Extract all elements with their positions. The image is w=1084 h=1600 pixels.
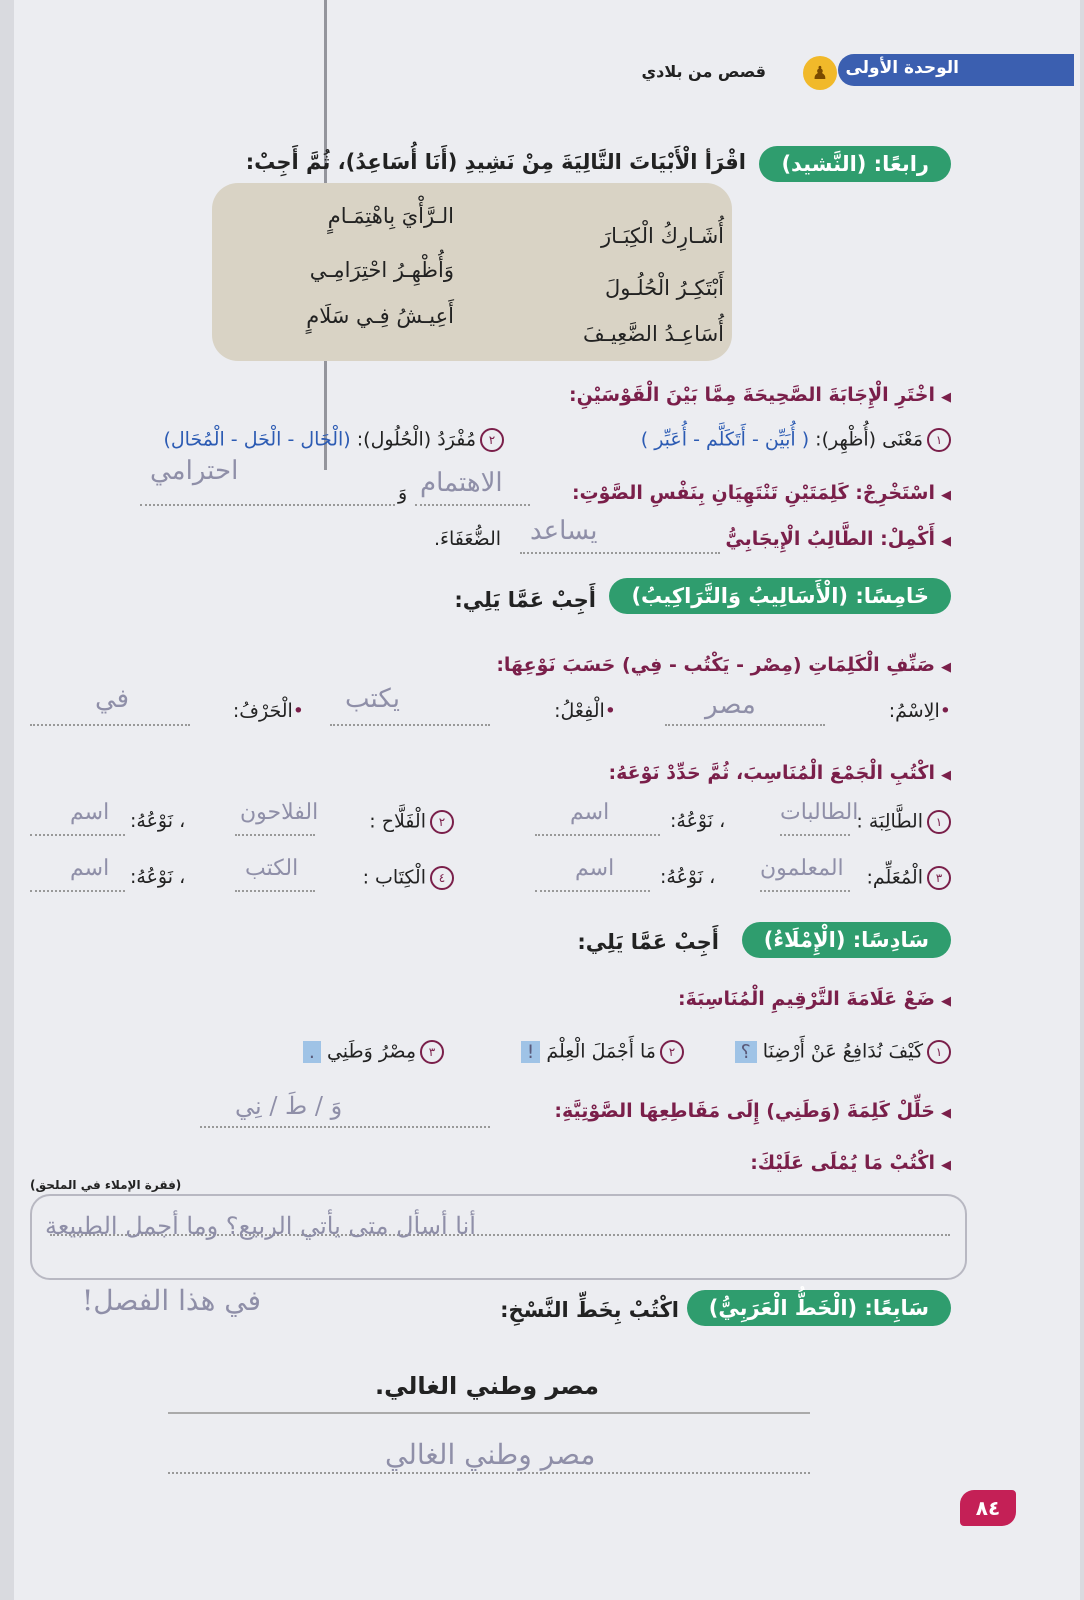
plural-1-type-line[interactable]	[535, 834, 660, 836]
unit-label: الوحدة الأولى	[845, 58, 959, 78]
unit-title: قصص من بلادي	[641, 62, 766, 81]
q-choose: ◀اخْتَرِ الْإِجَابَةَ الصَّحِيحَةَ مِمَّا بَيْنَ الْقَوْسَيْنِ:	[568, 384, 951, 406]
triangle-bullet-icon: ◀	[941, 1106, 951, 1121]
choose-q2-options: (الْحَال - الْحَل - الْمُحَال)	[163, 428, 351, 451]
verse-2-a: أَبْتَكِـرُ الْحُلُـولَ	[604, 276, 724, 300]
plural-item-1: ١الطَّالِبَة :	[856, 810, 951, 834]
verb-answer-line[interactable]	[330, 724, 490, 726]
complete-end: الضُّعَفَاءَ.	[434, 528, 502, 550]
dictation-note: (فقرة الإملاء في الملحق)	[30, 1178, 182, 1192]
noun-label: •الِاسْمُ:	[888, 700, 951, 722]
choose-q1-options: ( أُبَيِّن - أَتَكَلَّم - أُعَبِّر )	[640, 428, 810, 451]
verse-1-b: الـرَّأْيَ بِاهْتِمَـامٍ	[327, 204, 454, 228]
hw-plural-3: المعلمون	[760, 856, 844, 881]
verse-3-b: أَعِيـشُ فِـي سَلَامٍ	[306, 304, 454, 328]
hw-letter: في	[95, 684, 130, 714]
hw-plural-4: الكتب	[245, 856, 299, 881]
plural-2-type-label: ، نَوْعُهُ:	[130, 810, 186, 832]
hw-type-1: اسم	[570, 800, 610, 825]
q-classify: ◀صَنِّفِ الْكَلِمَاتِ (مِصْر - يَكْتُب - فِي) حَسَبَ نَوْعِهَا:	[496, 654, 951, 676]
plural-2-type-line[interactable]	[30, 834, 125, 836]
extract-answer-line-2[interactable]	[140, 504, 395, 506]
punct-answer-2[interactable]: !	[521, 1041, 541, 1063]
triangle-bullet-icon: ◀	[941, 994, 951, 1009]
punct-answer-3[interactable]: .	[303, 1041, 321, 1063]
punct-item-1: ١كَيْفَ نُدَافِعُ عَنْ أَرْضِنَا ؟	[735, 1040, 951, 1064]
section-7-instruction: اكْتُبْ بِخَطِّ النَّسْخِ:	[500, 1298, 679, 1322]
complete-answer-line[interactable]	[520, 552, 720, 554]
section-5-pill: خَامِسًا: (الْأَسَالِيبُ وَالتَّرَاكِيبُ)	[609, 578, 951, 614]
plural-4-type-line[interactable]	[30, 890, 125, 892]
choose-q2: ٢مُفْرَدُ (الْحُلُول): (الْحَال - الْحَل - الْمُحَال)	[163, 428, 504, 452]
triangle-bullet-icon: ◀	[941, 768, 951, 783]
plural-1-answer-line[interactable]	[780, 834, 850, 836]
extract-answer-line-1[interactable]	[415, 504, 530, 506]
hw-type-2: اسم	[70, 800, 110, 825]
section-7-pill: سَابِعًا: (الْخَطُّ الْعَرَبِيُّ)	[687, 1290, 951, 1326]
number-two-icon: ٢	[480, 428, 504, 452]
triangle-bullet-icon: ◀	[941, 534, 951, 549]
plural-3-type-label: ، نَوْعُهُ:	[660, 866, 716, 888]
section-4-pill: رابعًا: (النَّشيد)	[759, 146, 951, 182]
hw-noun: مصر	[705, 690, 756, 720]
syllables-answer-line[interactable]	[200, 1126, 490, 1128]
noun-answer-line[interactable]	[665, 724, 825, 726]
hw-copy: مصر وطني الغالي	[385, 1438, 596, 1471]
plural-item-4: ٤الْكِتَاب :	[363, 866, 454, 890]
hw-verb: يكتب	[345, 684, 400, 714]
hw-type-3: اسم	[575, 856, 615, 881]
section-6-instruction: أَجِبْ عَمَّا يَلِي:	[577, 930, 719, 954]
verb-label: •الْفِعْلُ:	[554, 700, 616, 722]
plural-item-3: ٣الْمُعَلِّم:	[866, 866, 951, 890]
extract-and: وَ	[398, 482, 408, 504]
verse-2-b: وَأُظْهِـرُ احْتِرَامِـي	[309, 258, 454, 282]
verse-1-a: أُشَـارِكُ الْكِبَـارَ	[601, 224, 724, 248]
plural-1-type-label: ، نَوْعُهُ:	[670, 810, 726, 832]
q-plural: ◀اكْتُبِ الْجَمْعَ الْمُنَاسِبَ، ثُمَّ حَدِّدْ نَوْعَهُ:	[608, 762, 951, 784]
triangle-bullet-icon: ◀	[941, 488, 951, 503]
section-6-pill: سَادِسًا: (الْإِمْلَاءُ)	[742, 922, 951, 958]
number-one-icon: ١	[927, 428, 951, 452]
q-analyze: ◀حَلِّلْ كَلِمَةَ (وَطَنِي) إِلَى مَقَاطِعِهَا الصَّوْتِيَّةِ:	[554, 1100, 951, 1122]
plural-3-answer-line[interactable]	[760, 890, 850, 892]
plural-4-type-label: ، نَوْعُهُ:	[130, 866, 186, 888]
section-5-instruction: أَجِبْ عَمَّا يَلِي:	[454, 588, 596, 612]
plural-3-type-line[interactable]	[535, 890, 650, 892]
choose-q1: ١مَعْنَى (أُظْهِر): ( أُبَيِّن - أَتَكَلَّم - أُعَبِّر )	[641, 428, 951, 452]
verse-3-a: أُسَاعِـدُ الضَّعِيـفَ	[582, 322, 724, 346]
triangle-bullet-icon: ◀	[941, 390, 951, 405]
q-complete: ◀أَكْمِلْ: الطَّالِبُ الْإِيجَابِيُّ	[725, 528, 951, 550]
model-sentence: مصر وطني الغالي.	[375, 1372, 599, 1400]
hw-complete: يساعد	[530, 516, 598, 546]
hw-type-4: اسم	[70, 856, 110, 881]
letter-answer-line[interactable]	[30, 724, 190, 726]
copy-line[interactable]	[168, 1472, 810, 1474]
punct-answer-1[interactable]: ؟	[735, 1041, 757, 1063]
plural-item-2: ٢الْفَلَّاح :	[369, 810, 454, 834]
hw-dictation-1: أنا أسأل متى يأتي الربيع؟ وما أجمل الطبيعة	[45, 1212, 476, 1240]
hw-syllables: وَ / طَ / نِي	[235, 1092, 343, 1120]
page-number: ٨٤	[960, 1490, 1016, 1526]
model-line	[168, 1412, 810, 1414]
hw-extract-2: احترامي	[150, 456, 239, 486]
kids-logo-icon: ♟	[803, 56, 837, 90]
punct-item-3: ٣مِصْرُ وَطَنِي .	[303, 1040, 444, 1064]
triangle-bullet-icon: ◀	[941, 660, 951, 675]
triangle-bullet-icon: ◀	[941, 1158, 951, 1173]
q-dictation: ◀اكْتُبْ مَا يُمْلَى عَلَيْكَ:	[750, 1152, 951, 1174]
q-extract: ◀اسْتَخْرِجْ: كَلِمَتَيْنِ تَنْتَهِيَانِ بِنَفْسِ الصَّوْتِ:	[571, 482, 951, 504]
section-4-instruction: اقْرَأ الْأَبْيَاتَ التَّالِيَةَ مِنْ نَشِيدِ (أَنَا أُسَاعِدُ)، ثُمَّ أَجِبْ:	[245, 150, 746, 174]
punct-item-2: ٢مَا أَجْمَلَ الْعِلْمَ !	[521, 1040, 684, 1064]
plural-2-answer-line[interactable]	[235, 834, 315, 836]
hw-plural-2: الفلاحون	[240, 800, 319, 825]
q-punct: ◀ضَعْ عَلَامَةَ التَّرْقِيمِ الْمُنَاسِبَةَ:	[677, 988, 951, 1010]
hw-plural-1: الطالبات	[780, 800, 859, 825]
letter-label: •الْحَرْفُ:	[232, 700, 304, 722]
hw-extract-1: الاهتمام	[420, 468, 503, 498]
plural-4-answer-line[interactable]	[235, 890, 315, 892]
hw-dictation-2: في هذا الفصل!	[82, 1284, 261, 1317]
